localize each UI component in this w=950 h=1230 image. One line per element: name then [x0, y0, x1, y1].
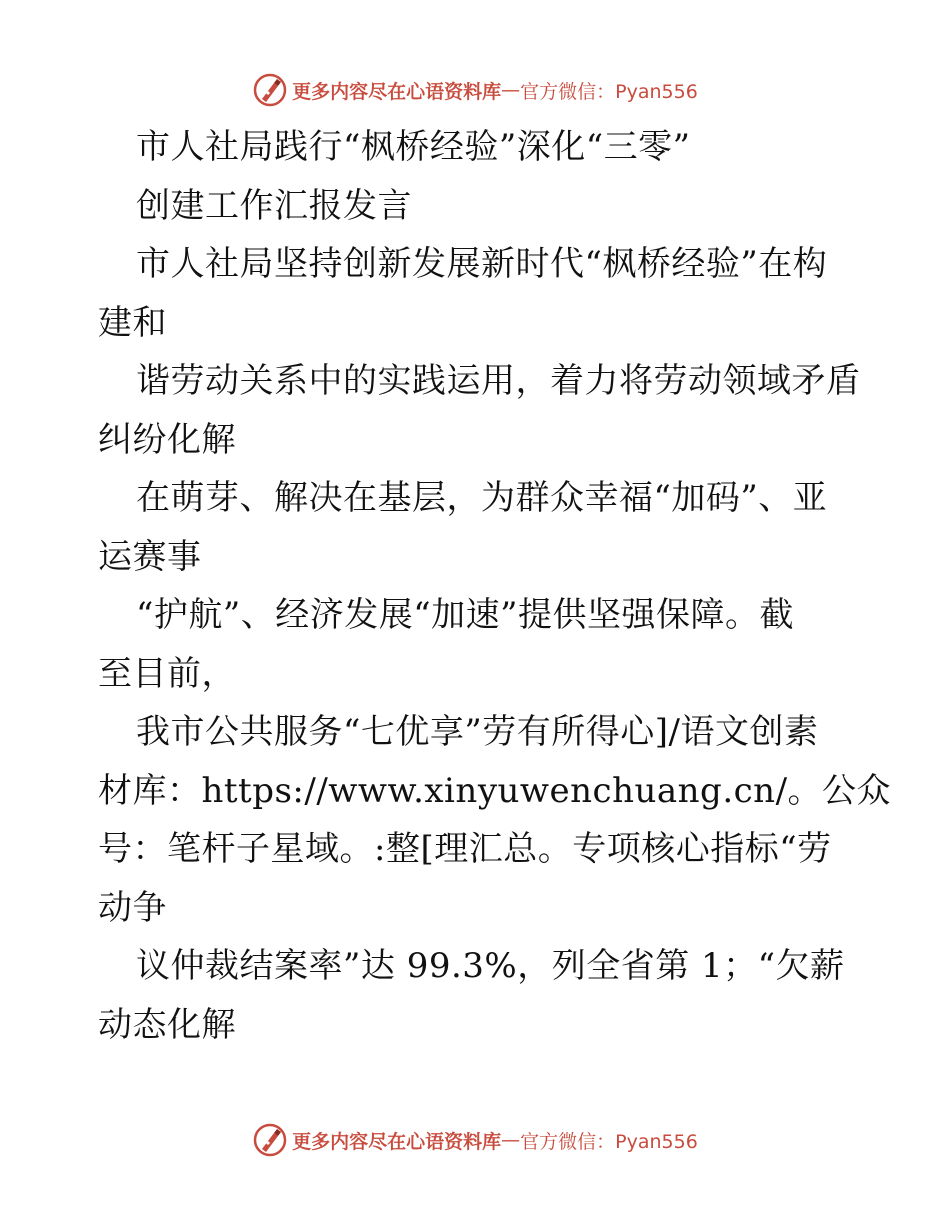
text-line: 在萌芽、解决在基层，为群众幸福“加码”、亚 [136, 478, 828, 518]
fountain-pen-logo-icon [252, 1122, 288, 1158]
fountain-pen-logo-icon [252, 72, 288, 108]
text-line: 议仲裁结案率”达 99.3%，列全省第 1；“欠薪 [136, 946, 845, 986]
watermark-text: 更多内容尽在心语资料库 [292, 80, 502, 103]
text-line: 创建工作汇报发言 [136, 185, 412, 226]
watermark-text: 更多内容尽在心语资料库 [292, 1130, 502, 1153]
text-line: 市人社局坚持创新发展新时代“枫桥经验”在构 [136, 244, 828, 284]
text-line: 谐劳动关系中的实践运用，着力将劳动领域矛盾 [136, 361, 861, 401]
watermark-contact: 官方微信：Pyan556 [520, 1130, 698, 1153]
watermark-contact: 官方微信：Pyan556 [520, 80, 698, 103]
watermark-footer [0, 1120, 950, 1160]
watermark-separator: — [501, 1129, 521, 1151]
text-line: 号：笔杆子星域。:整[理汇总。专项核心指标“劳 [98, 829, 832, 869]
document-body [98, 118, 892, 1054]
text-line: “护航”、经济发展“加速”提供坚强保障。截 [136, 595, 795, 635]
text-line: 动争 [98, 887, 167, 928]
text-line: 至目前， [98, 653, 236, 694]
text-line: 我市公共服务“七优享”劳有所得心]/语文创素 [136, 712, 819, 752]
text-line: 材库：https://www.xinyuwenchuang.cn/。公众 [98, 770, 892, 811]
text-line: 运赛事 [98, 536, 202, 577]
watermark-header [0, 70, 950, 110]
text-line: 纠纷化解 [98, 419, 236, 460]
text-line: 市人社局践行“枫桥经验”深化“三零” [136, 127, 691, 167]
watermark-separator: — [501, 79, 521, 101]
text-line: 动态化解 [98, 1004, 236, 1045]
text-line: 建和 [98, 302, 167, 343]
